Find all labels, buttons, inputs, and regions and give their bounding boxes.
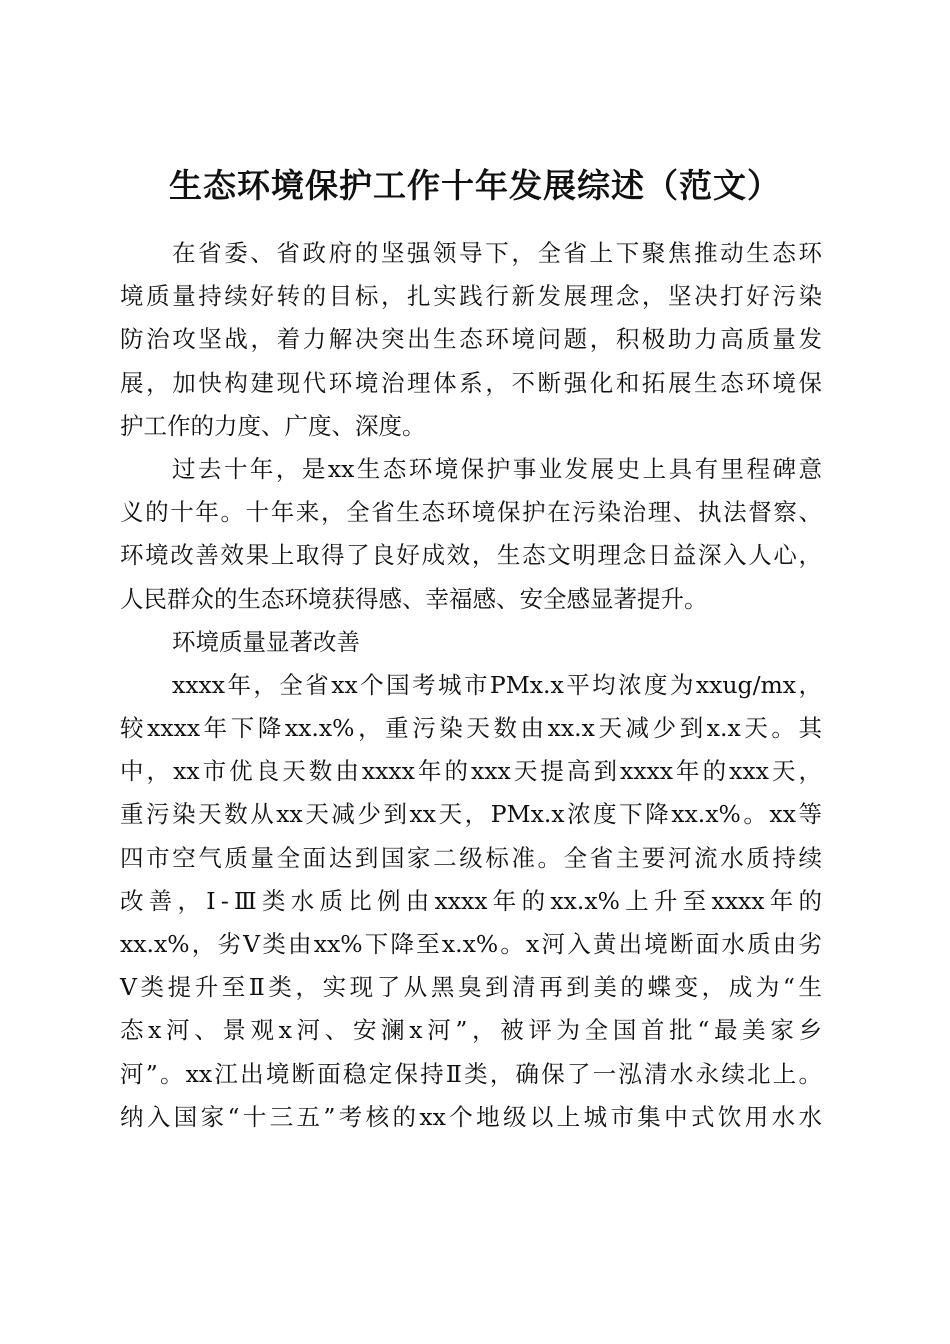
text-line: 境质量持续好转的目标，扎实践行新发展理念，坚决打好污染 bbox=[120, 282, 822, 311]
paragraph-environment bbox=[120, 664, 822, 1139]
text-line: 中，xx市优良天数由xxxx年的xxx天提高到xxxx年的xxx天， bbox=[120, 757, 822, 786]
text-line: 过去十年，是xx生态环境保护事业发展史上具有里程碑意 bbox=[172, 454, 822, 483]
section-heading bbox=[120, 621, 822, 664]
text-line: 在省委、省政府的坚强领导下，全省上下聚焦推动生态环 bbox=[172, 239, 822, 267]
paragraph-decade bbox=[120, 448, 822, 621]
text-line: 四市空气质量全面达到国家二级标准。全省主要河流水质持续 bbox=[120, 843, 822, 872]
text-line: 防治攻坚战，着力解决突出生态环境问题，积极助力高质量发 bbox=[120, 325, 822, 354]
text-line: 人民群众的生态环境获得感、幸福感、安全感显著提升。 bbox=[120, 584, 708, 613]
text-line: 较xxxx年下降xx.x%，重污染天数由xx.x天减少到x.x天。其 bbox=[120, 714, 822, 743]
text-line: 改善，Ⅰ-Ⅲ类水质比例由xxxx年的xx.x%上升至xxxx年的 bbox=[120, 886, 822, 915]
section-heading-text: 环境质量显著改善 bbox=[172, 627, 360, 656]
text-line: xx.x%，劣Ⅴ类由xx%下降至x.x%。x河入黄出境断面水质由劣 bbox=[120, 930, 822, 958]
text-line: 环境改善效果上取得了良好成效，生态文明理念日益深入人心， bbox=[120, 541, 822, 570]
text-line: 态x河、景观x河、安澜x河”，被评为全国首批“最美家乡 bbox=[120, 1016, 822, 1045]
text-line: 河”。xx江出境断面稳定保持Ⅱ类，确保了一泓清水永续北上。 bbox=[120, 1059, 822, 1088]
text-line: 重污染天数从xx天减少到xx天，PMx.x浓度下降xx.x%。xx等 bbox=[120, 800, 822, 829]
document-body bbox=[120, 232, 822, 1139]
text-line: 义的十年。十年来，全省生态环境保护在污染治理、执法督察、 bbox=[120, 498, 822, 527]
text-line: 护工作的力度、广度、深度。 bbox=[120, 411, 426, 440]
text-line: xxxx年，全省xx个国考城市PMx.x平均浓度为xxug/mx， bbox=[172, 670, 822, 699]
text-line: Ⅴ类提升至Ⅱ类，实现了从黑臭到清再到美的蝶变，成为“生 bbox=[120, 973, 822, 1002]
text-line: 纳入国家“十三五”考核的xx个地级以上城市集中式饮用水水 bbox=[120, 1102, 822, 1131]
paragraph-intro bbox=[120, 232, 822, 448]
document-title: 生态环境保护工作十年发展综述（范文） bbox=[169, 166, 781, 206]
text-line: 展，加快构建现代环境治理体系，不断强化和拓展生态环境保 bbox=[120, 368, 822, 397]
